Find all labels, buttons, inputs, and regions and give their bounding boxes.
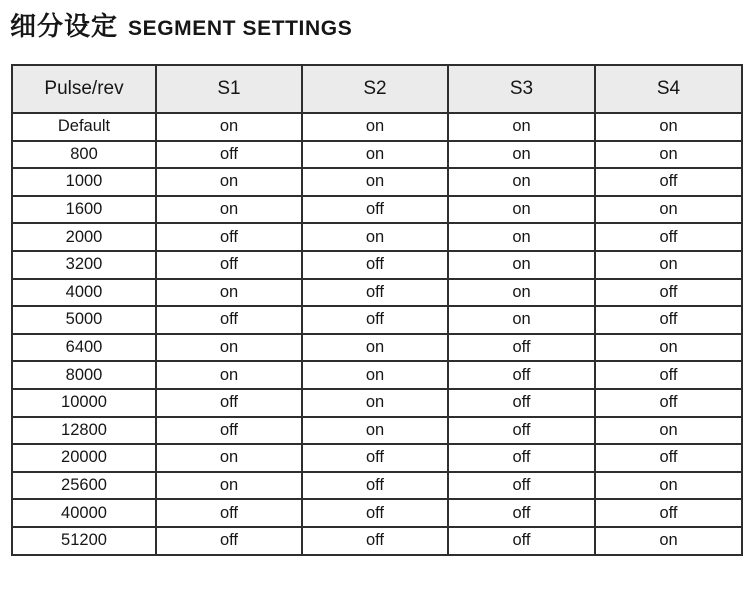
table-row xyxy=(12,334,742,362)
switch-state-cell: off xyxy=(448,389,595,417)
page-title-english: SEGMENT SETTINGS xyxy=(128,17,353,40)
column-header-pulse-rev: Pulse/rev xyxy=(12,65,156,113)
switch-state-cell: off xyxy=(302,196,448,224)
table-row xyxy=(12,251,742,279)
table-row xyxy=(12,499,742,527)
pulse-rev-cell: 40000 xyxy=(12,499,156,527)
pulse-rev-cell: 10000 xyxy=(12,389,156,417)
switch-state-cell: on xyxy=(302,334,448,362)
switch-state-cell: on xyxy=(595,417,742,445)
switch-state-cell: on xyxy=(448,223,595,251)
switch-state-cell: on xyxy=(156,361,302,389)
switch-state-cell: on xyxy=(156,168,302,196)
column-header-s1: S1 xyxy=(156,65,302,113)
switch-state-cell: on xyxy=(302,141,448,169)
switch-state-cell: off xyxy=(156,389,302,417)
switch-state-cell: on xyxy=(595,196,742,224)
switch-state-cell: on xyxy=(156,279,302,307)
switch-state-cell: on xyxy=(595,113,742,141)
switch-state-cell: off xyxy=(448,334,595,362)
table-row xyxy=(12,361,742,389)
table-header-row xyxy=(12,65,742,113)
switch-state-cell: on xyxy=(448,279,595,307)
switch-state-cell: off xyxy=(156,306,302,334)
switch-state-cell: on xyxy=(302,389,448,417)
switch-state-cell: off xyxy=(302,279,448,307)
switch-state-cell: off xyxy=(156,251,302,279)
pulse-rev-cell: Default xyxy=(12,113,156,141)
switch-state-cell: on xyxy=(448,113,595,141)
switch-state-cell: on xyxy=(595,527,742,555)
table-row xyxy=(12,223,742,251)
switch-state-cell: off xyxy=(595,499,742,527)
switch-state-cell: off xyxy=(448,527,595,555)
switch-state-cell: on xyxy=(595,251,742,279)
switch-state-cell: on xyxy=(448,141,595,169)
table-row xyxy=(12,196,742,224)
table-row xyxy=(12,472,742,500)
column-header-s2: S2 xyxy=(302,65,448,113)
switch-state-cell: off xyxy=(302,251,448,279)
table-row xyxy=(12,113,742,141)
switch-state-cell: on xyxy=(302,113,448,141)
column-header-s3: S3 xyxy=(448,65,595,113)
switch-state-cell: off xyxy=(302,472,448,500)
switch-state-cell: on xyxy=(448,168,595,196)
pulse-rev-cell: 8000 xyxy=(12,361,156,389)
switch-state-cell: off xyxy=(156,499,302,527)
switch-state-cell: off xyxy=(448,472,595,500)
switch-state-cell: on xyxy=(156,472,302,500)
pulse-rev-cell: 25600 xyxy=(12,472,156,500)
switch-state-cell: on xyxy=(302,417,448,445)
switch-state-cell: off xyxy=(302,499,448,527)
switch-state-cell: off xyxy=(595,223,742,251)
table-header xyxy=(12,65,742,113)
switch-state-cell: off xyxy=(156,141,302,169)
switch-state-cell: off xyxy=(302,444,448,472)
switch-state-cell: on xyxy=(448,306,595,334)
column-header-s4: S4 xyxy=(595,65,742,113)
pulse-rev-cell: 20000 xyxy=(12,444,156,472)
switch-state-cell: off xyxy=(156,223,302,251)
switch-state-cell: off xyxy=(595,168,742,196)
pulse-rev-cell: 5000 xyxy=(12,306,156,334)
table-row xyxy=(12,168,742,196)
switch-state-cell: off xyxy=(448,444,595,472)
switch-state-cell: off xyxy=(595,389,742,417)
page-title-chinese: 细分设定 xyxy=(10,11,119,41)
table-row xyxy=(12,389,742,417)
pulse-rev-cell: 6400 xyxy=(12,334,156,362)
table-row xyxy=(12,444,742,472)
switch-state-cell: off xyxy=(448,417,595,445)
segment-settings-table xyxy=(11,64,743,556)
pulse-rev-cell: 4000 xyxy=(12,279,156,307)
switch-state-cell: off xyxy=(595,361,742,389)
page-title xyxy=(10,6,352,43)
switch-state-cell: off xyxy=(156,527,302,555)
switch-state-cell: on xyxy=(448,196,595,224)
switch-state-cell: off xyxy=(302,306,448,334)
switch-state-cell: on xyxy=(156,444,302,472)
pulse-rev-cell: 2000 xyxy=(12,223,156,251)
switch-state-cell: off xyxy=(595,279,742,307)
switch-state-cell: off xyxy=(448,499,595,527)
switch-state-cell: off xyxy=(595,444,742,472)
switch-state-cell: off xyxy=(156,417,302,445)
pulse-rev-cell: 1000 xyxy=(12,168,156,196)
pulse-rev-cell: 1600 xyxy=(12,196,156,224)
switch-state-cell: on xyxy=(448,251,595,279)
table-row xyxy=(12,306,742,334)
table-row xyxy=(12,141,742,169)
pulse-rev-cell: 12800 xyxy=(12,417,156,445)
pulse-rev-cell: 3200 xyxy=(12,251,156,279)
pulse-rev-cell: 800 xyxy=(12,141,156,169)
table-row xyxy=(12,417,742,445)
switch-state-cell: on xyxy=(595,141,742,169)
table-row xyxy=(12,279,742,307)
pulse-rev-cell: 51200 xyxy=(12,527,156,555)
switch-state-cell: on xyxy=(156,113,302,141)
switch-state-cell: off xyxy=(302,527,448,555)
switch-state-cell: on xyxy=(156,334,302,362)
switch-state-cell: on xyxy=(595,334,742,362)
switch-state-cell: off xyxy=(448,361,595,389)
table-body xyxy=(12,113,742,555)
switch-state-cell: on xyxy=(595,472,742,500)
switch-state-cell: on xyxy=(156,196,302,224)
switch-state-cell: off xyxy=(595,306,742,334)
switch-state-cell: on xyxy=(302,168,448,196)
switch-state-cell: on xyxy=(302,223,448,251)
switch-state-cell: on xyxy=(302,361,448,389)
table-row xyxy=(12,527,742,555)
